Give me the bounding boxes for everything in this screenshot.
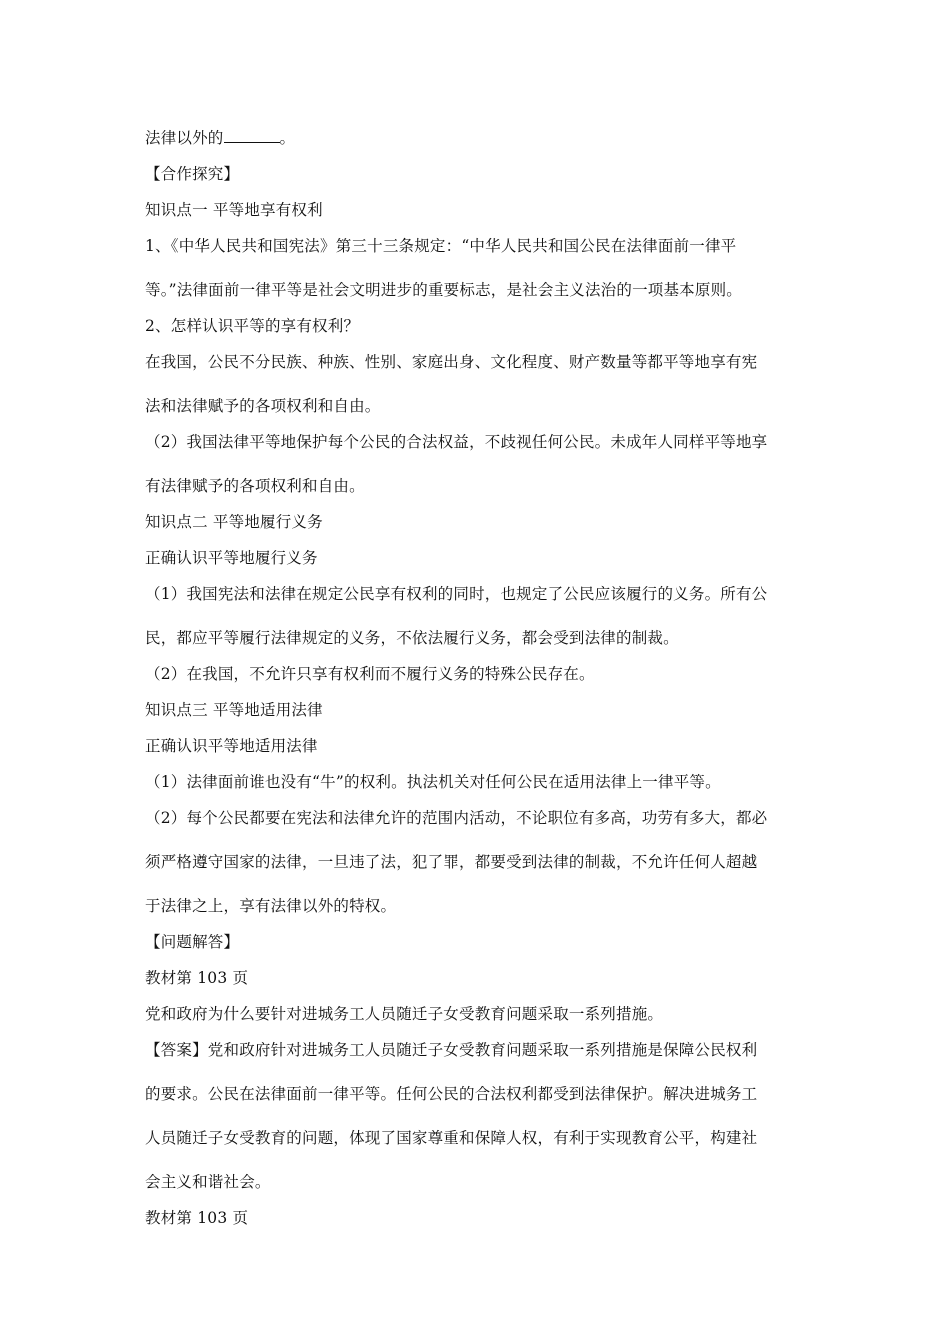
answer-line: 会主义和谐社会。 <box>145 1173 271 1191</box>
paragraph-line: 1、《中华人民共和国宪法》第三十三条规定：“中华人民共和国公民在法律面前一律平 <box>145 237 737 255</box>
paragraph-line: 2、怎样认识平等的享有权利？ <box>145 317 360 335</box>
paragraph-line: 民，都应平等履行法律规定的义务，不依法履行义务，都会受到法律的制裁。 <box>145 629 679 647</box>
paragraph-line: （1）法律面前谁也没有“牛”的权利。执法机关对任何公民在适用法律上一律平等。 <box>145 773 721 791</box>
question-text: 党和政府为什么要针对进城务工人员随迁子女受教育问题采取一系列措施。 <box>145 1005 664 1023</box>
document-body <box>145 125 810 1241</box>
paragraph-line: （2）在我国，不允许只享有权利而不履行义务的特殊公民存在。 <box>145 665 595 683</box>
section-heading-question-answers: 【问题解答】 <box>145 933 240 951</box>
paragraph-line: （2）我国法律平等地保护每个公民的合法权益，不歧视任何公民。未成年人同样平等地享 <box>145 433 768 451</box>
paragraph-line: （2）每个公民都要在宪法和法律允许的范围内活动，不论职位有多高，功劳有多大，都必 <box>145 809 768 827</box>
blank-prefix-text: 法律以外的 <box>145 129 224 147</box>
textbook-page-reference: 教材第 103 页 <box>145 1209 249 1227</box>
section-heading-cooperative-inquiry: 【合作探究】 <box>145 165 240 183</box>
knowledge-point-3-heading: 知识点三 平等地适用法律 <box>145 701 323 719</box>
knowledge-point-1-heading: 知识点一 平等地享有权利 <box>145 201 323 219</box>
paragraph-line: 于法律之上，享有法律以外的特权。 <box>145 897 397 915</box>
paragraph-line: 有法律赋予的各项权利和自由。 <box>145 477 365 495</box>
paragraph-line: 等。”法律面前一律平等是社会文明进步的重要标志，是社会主义法治的一项基本原则。 <box>145 281 742 299</box>
blank-suffix-text: 。 <box>279 129 296 147</box>
textbook-page-reference: 教材第 103 页 <box>145 969 249 987</box>
answer-line: 的要求。公民在法律面前一律平等。任何公民的合法权利都受到法律保护。解决进城务工 <box>145 1085 758 1103</box>
knowledge-point-2-heading: 知识点二 平等地履行义务 <box>145 513 323 531</box>
answer-line: 【答案】党和政府针对进城务工人员随迁子女受教育问题采取一系列措施是保障公民权利 <box>145 1041 758 1059</box>
paragraph-line: 正确认识平等地履行义务 <box>145 549 318 567</box>
paragraph-line: 正确认识平等地适用法律 <box>145 737 318 755</box>
fill-in-blank <box>224 128 280 143</box>
answer-line: 人员随迁子女受教育的问题，体现了国家尊重和保障人权，有利于实现教育公平，构建社 <box>145 1129 758 1147</box>
fill-in-blank-line <box>145 125 810 161</box>
paragraph-line: 须严格遵守国家的法律，一旦违了法，犯了罪，都要受到法律的制裁，不允许任何人超越 <box>145 853 758 871</box>
paragraph-line: （1）我国宪法和法律在规定公民享有权利的同时，也规定了公民应该履行的义务。所有公 <box>145 585 768 603</box>
paragraph-line: 在我国，公民不分民族、种族、性别、家庭出身、文化程度、财产数量等都平等地享有宪 <box>145 353 758 371</box>
paragraph-line: 法和法律赋予的各项权利和自由。 <box>145 397 381 415</box>
